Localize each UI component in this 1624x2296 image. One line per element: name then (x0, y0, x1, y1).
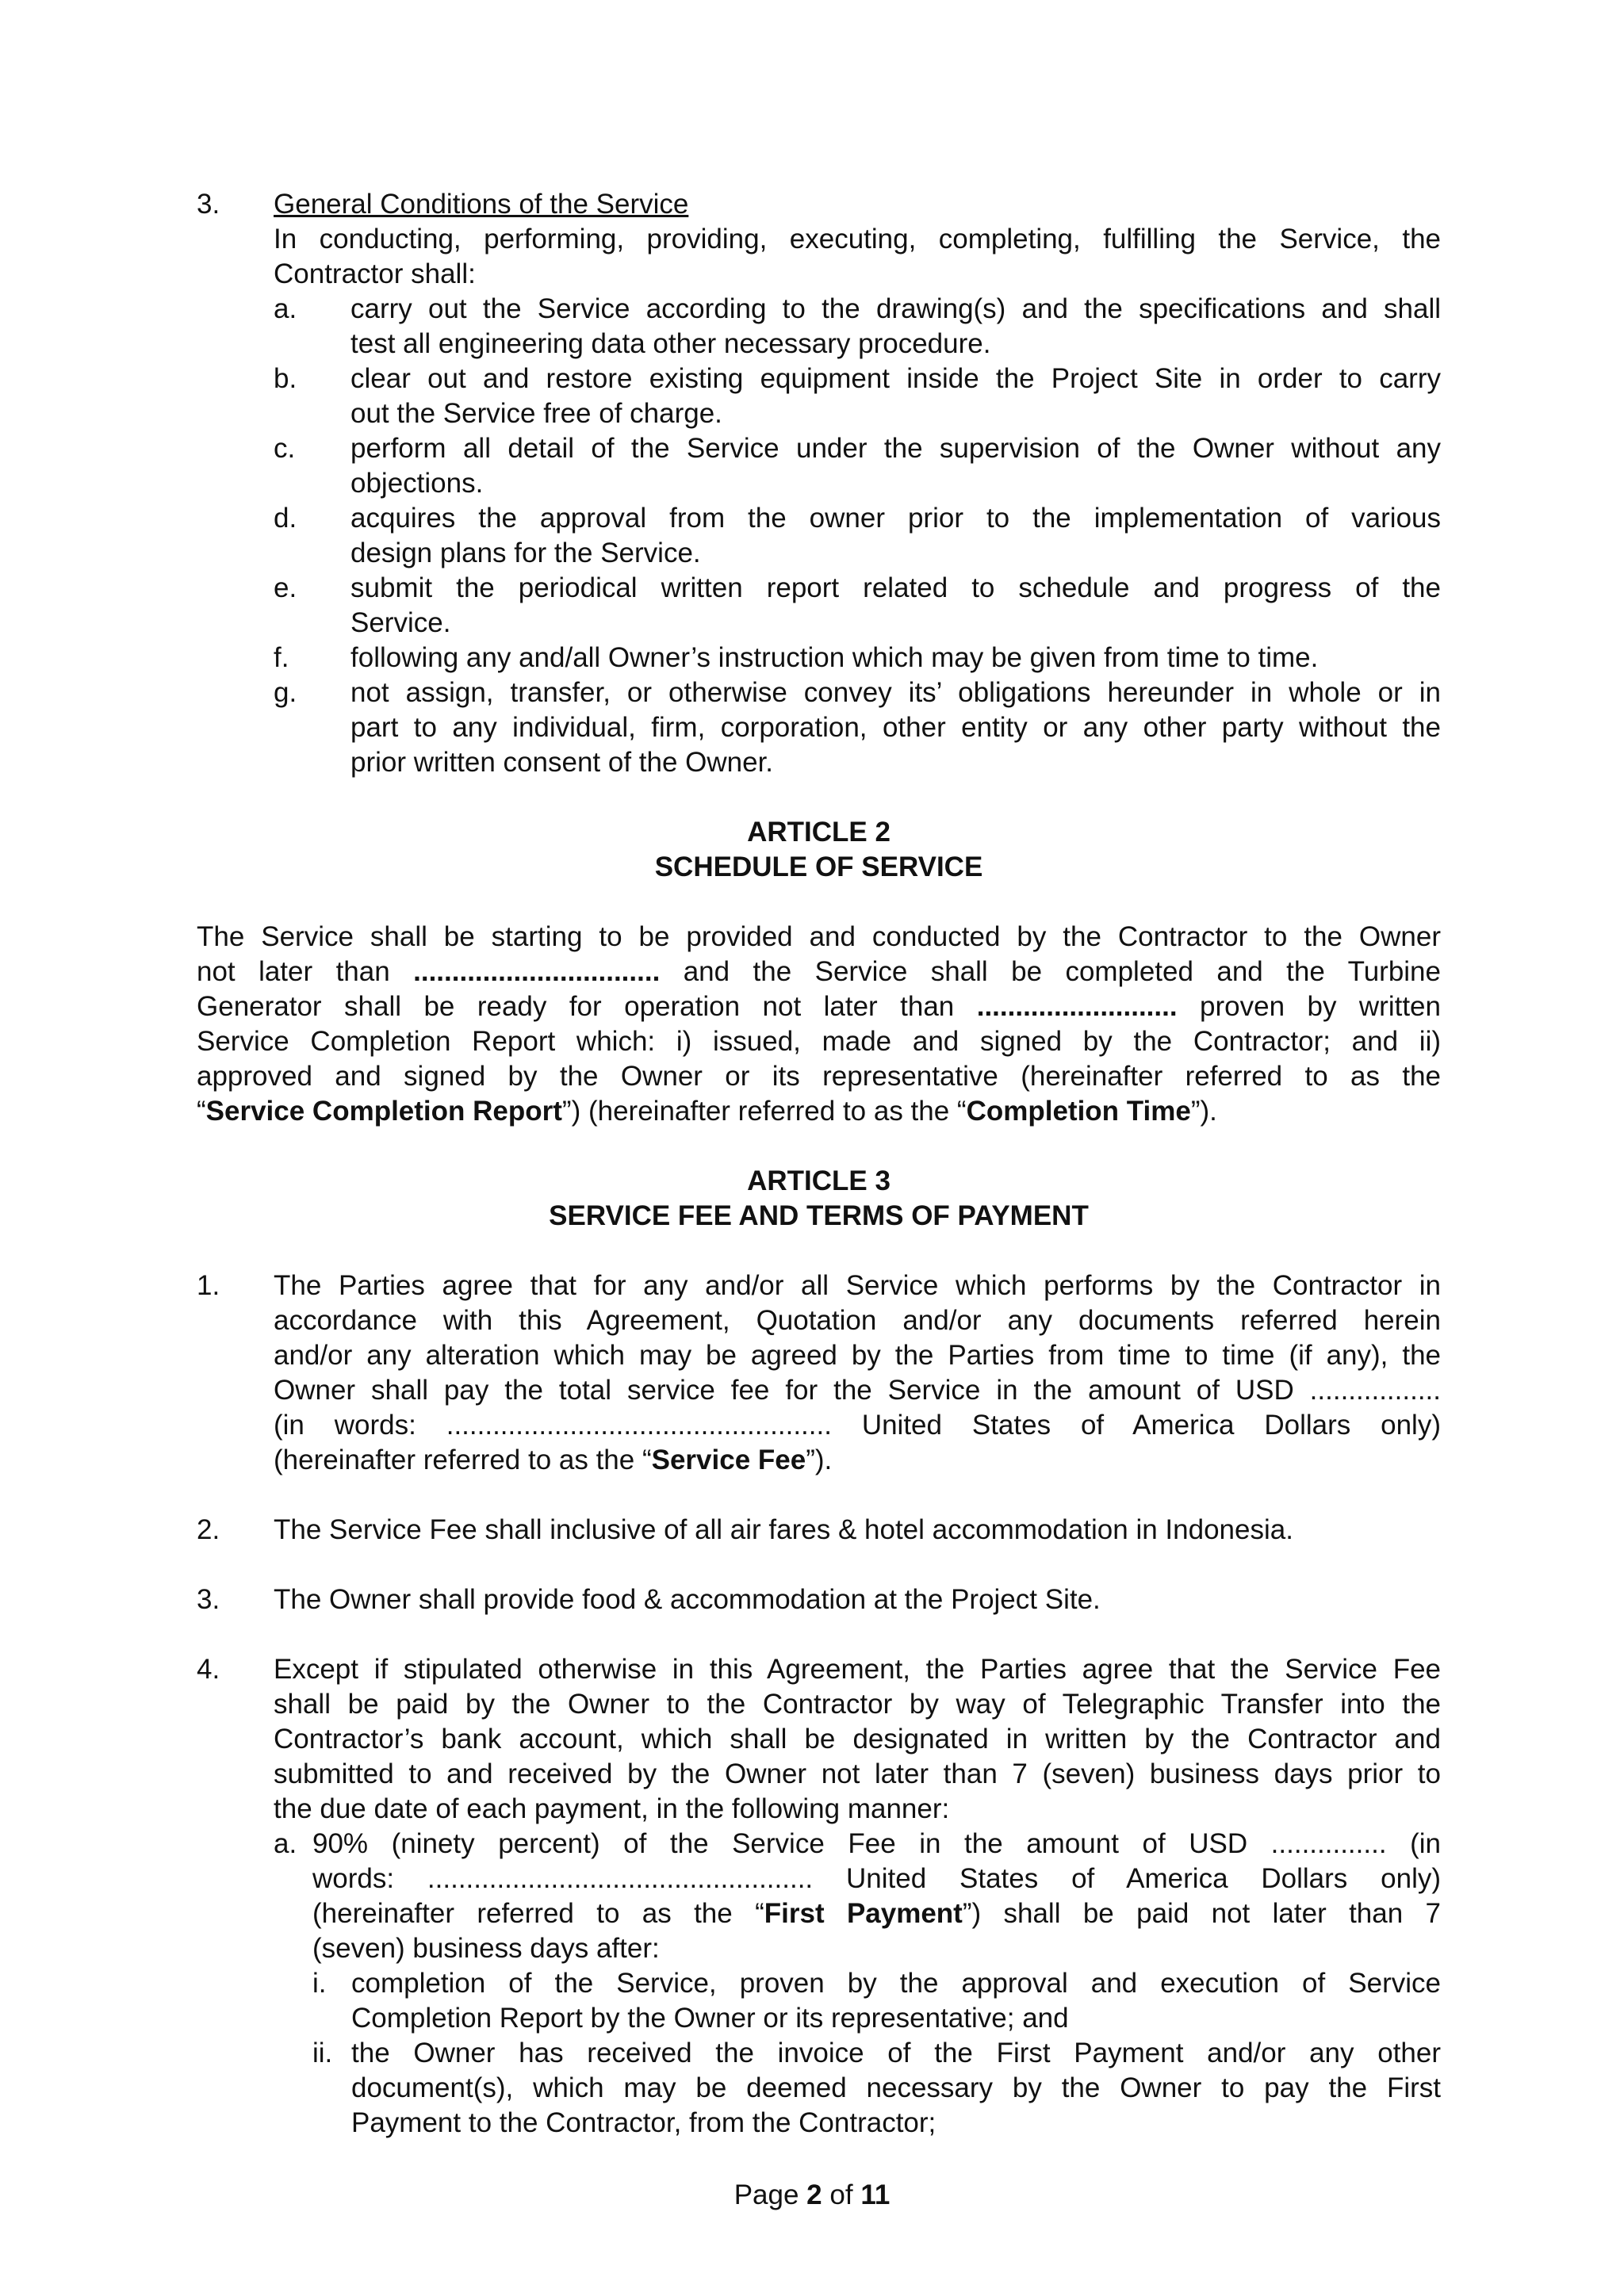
list-item-f: f. following any and/all Owner’s instruction which may be given from time to time. (274, 642, 1319, 673)
section-3 (197, 187, 1441, 780)
section-number: 3. (197, 189, 220, 220)
article-2-title: ARTICLE 2 (747, 817, 891, 848)
sub-item-i: i. completion of the Service, proven by the approval and execution of Service Completion Report by the Owner or its representative; and (312, 1968, 1441, 2034)
sub-item-ii: ii. the Owner has received the invoice of the First Payment and/or any other document(s), which may be deemed necessary by the Owner to pay the First Payment to the Contractor, from the Contractor; (312, 2038, 1441, 2138)
article-3-clause-1: 1. The Parties agree that for any and/or all Service which performs by the Contractor in accordance with this Agreement, Quotation and/or any documents referred herein and/or any alteration which may be agreed by the Parties from time to time (if any), the Owner shall pay the total service fee for the Service in the amount of USD ................. (in words: .................................................. United States of America Dollars only) (hereinafter referred to as the “Service Fee”). (197, 1270, 1441, 1475)
section-heading: General Conditions of the Service (274, 189, 689, 220)
clause-4-item-a: a. 90% (ninety percent) of the Service Fee in the amount of USD ............... (in words: .................................................. United States of America Dollars only) (hereinafter referred to as the “First Payment”) shall be paid not later than 7 (seven) business days after: i. completion of the Service, proven by the approval and execution of Service Completion Report by the Owner or its representative; and ii. the Owner has received the invoice of the First Payment and/or any other document(s), which may be deemed necessary by the Owner to pay the First Payment to the Contractor, from the Contractor; (274, 1827, 1441, 2141)
article-3-subtitle: SERVICE FEE AND TERMS OF PAYMENT (549, 1200, 1089, 1231)
page-total: 11 (860, 2179, 891, 2210)
article-2-paragraph: The Service shall be starting to be provided and conducted by the Contractor to the Owner not later than ................................ and the Service shall be completed and the Turbine Generator shall be ready for operation not later than .......................... proven by written Service Completion Report which: i) issued, made and signed by the Contractor; and ii) approved and signed by the Owner or its representative (hereinafter referred to as the “Service Completion Report”) (hereinafter referred to as the “Completion Time”). (197, 921, 1441, 1127)
article-2-subtitle: SCHEDULE OF SERVICE (654, 851, 983, 882)
list-item-g: g. not assign, transfer, or otherwise convey its’ obligations hereunder in whole or in part to any individual, firm, corporation, other entity or any other party without the prior written consent of the Owner. (274, 677, 1441, 778)
page-footer: Page 2 of 11 (733, 2179, 891, 2210)
list-item-b: b. clear out and restore existing equipment inside the Project Site in order to carry out the Service free of charge. (274, 363, 1441, 429)
article-3-clause-3: 3. The Owner shall provide food & accommodation at the Project Site. (197, 1584, 1101, 1615)
list-item-a: a. carry out the Service according to the drawing(s) and the specifications and shall test all engineering data other necessary procedure. (274, 293, 1441, 359)
list-item-e: e. submit the periodical written report related to schedule and progress of the Service. (274, 572, 1441, 638)
page-number: 2 (806, 2179, 822, 2210)
article-3-clause-2: 2. The Service Fee shall inclusive of all air fares & hotel accommodation in Indonesia. (197, 1514, 1293, 1545)
list-item-c: c. perform all detail of the Service under the supervision of the Owner without any objections. (274, 433, 1441, 499)
article-3-clause-4: 4. Except if stipulated otherwise in this Agreement, the Parties agree that the Service Fee shall be paid by the Owner to the Contractor by way of Telegraphic Transfer into the Contractor’s bank account, which shall be designated in written by the Contractor and submitted to and received by the Owner not later than 7 (seven) business days prior to the due date of each payment, in the following manner: a. 90% (ninety percent) of the Service Fee in the amount of USD ............... (in words: .................................................. United States of America Dollars only) (hereinafter referred to as the “First Payment”) shall be paid not later than 7 (seven) business days after: i. completion of the Service, proven by the approval and execution of Service Completion Report by the Owner or its representative; and ii. the Owner has received the invoice of the First Payment and/or any other document(s), which may be deemed necessary by the Owner to pay the First Payment to the Contractor, from the Contractor; (197, 1652, 1441, 2141)
paragraph-line: In conducting, performing, providing, executing, completing, fulfilling the Service, the (274, 224, 1441, 254)
list-item-d: d. acquires the approval from the owner prior to the implementation of various design plans for the Service. (274, 503, 1441, 568)
paragraph-line: Contractor shall: (274, 258, 476, 289)
article-3-title: ARTICLE 3 (747, 1165, 891, 1196)
